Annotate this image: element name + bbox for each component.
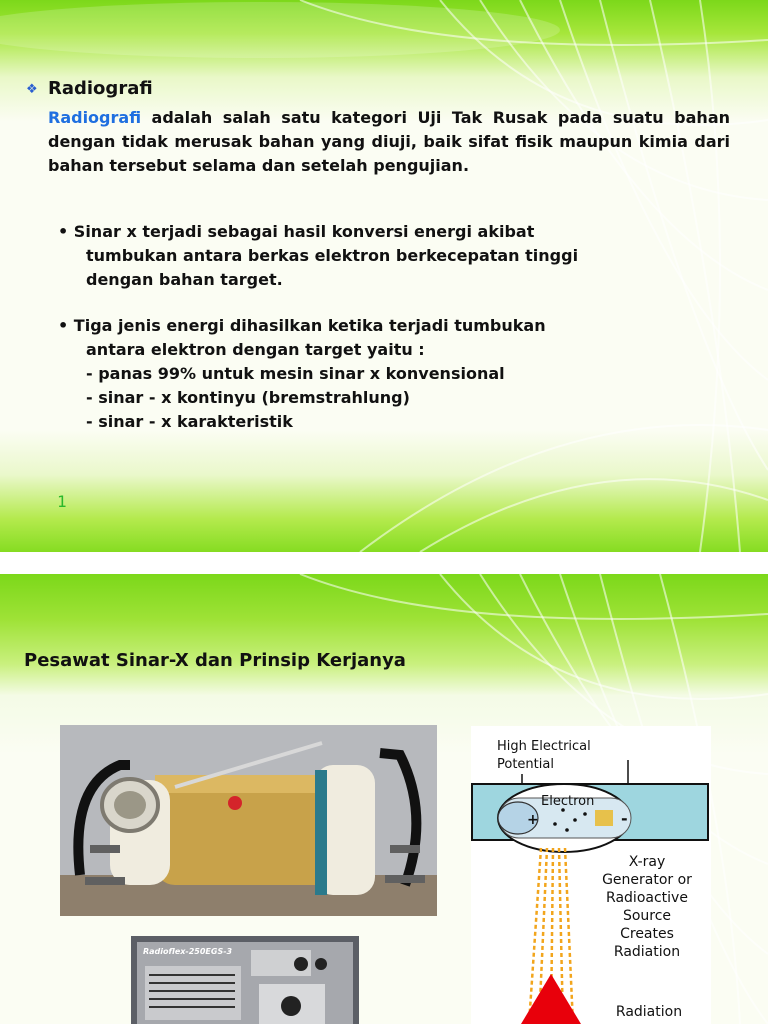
bullet-2-line-2: antara elektron dengan target yaitu :: [86, 340, 425, 359]
bullet-2-item-characteristic: - sinar - x karakteristik: [86, 412, 293, 431]
label-source-line-4: Source: [622, 908, 672, 924]
control-panel-brand: Radioflex-250EGS-3: [143, 947, 233, 956]
slide-2: [0, 574, 768, 1024]
bullet-2-item-heat: - panas 99% untuk mesin sinar x konvensional: [86, 364, 505, 383]
label-source-line-6: Radiation: [613, 944, 681, 960]
definition-text: adalah salah satu kategori Uji Tak Rusak pada suatu bahan dengan tidak merusak bahan yang diuji, baik sifat fisik maupun kimia dari bahan tersebut selama dan setelah pengujian.: [48, 108, 730, 175]
plus-sign: +: [527, 812, 539, 828]
bullet-2-item-continuous: - sinar - x kontinyu (bremstrahlung): [86, 388, 410, 407]
bullet-1-line-3: dengan bahan target.: [86, 270, 283, 289]
label-electron: Electron: [541, 794, 595, 809]
control-panel-photo: [131, 936, 359, 1024]
slide-1-heading: Radiografi: [48, 78, 153, 99]
slide-2-heading: Pesawat Sinar-X dan Prinsip Kerjanya: [24, 650, 406, 671]
label-source-line-5: Creates: [620, 926, 674, 942]
definition-highlight: Radiografi: [48, 108, 142, 127]
label-source-line-3: Radioactive: [606, 890, 688, 906]
label-potential-line-1: High Electrical: [497, 739, 591, 754]
label-source-line-1: X-ray: [628, 854, 666, 870]
label-radiation: Radiation: [615, 1004, 683, 1020]
bullet-xray-origin: [58, 220, 738, 292]
definition-paragraph: [48, 106, 730, 178]
xray-generator-diagram: [471, 726, 711, 1024]
bullet-1-line-1: • Sinar x terjadi sebagai hasil konversi energi akibat: [58, 222, 535, 241]
xray-tube-photo: [60, 725, 437, 916]
minus-sign: -: [621, 809, 628, 828]
bullet-1-line-2: tumbukan antara berkas elektron berkecepatan tinggi: [86, 246, 579, 265]
page-number: 1: [57, 492, 67, 511]
label-source-line-2: Generator or: [602, 872, 692, 888]
diamond-bullet-icon: ❖: [26, 82, 38, 97]
bullet-2-line-1: • Tiga jenis energi dihasilkan ketika terjadi tumbukan: [58, 316, 546, 335]
bullet-energy-types: [58, 314, 738, 434]
label-potential-line-2: Potential: [497, 757, 554, 772]
